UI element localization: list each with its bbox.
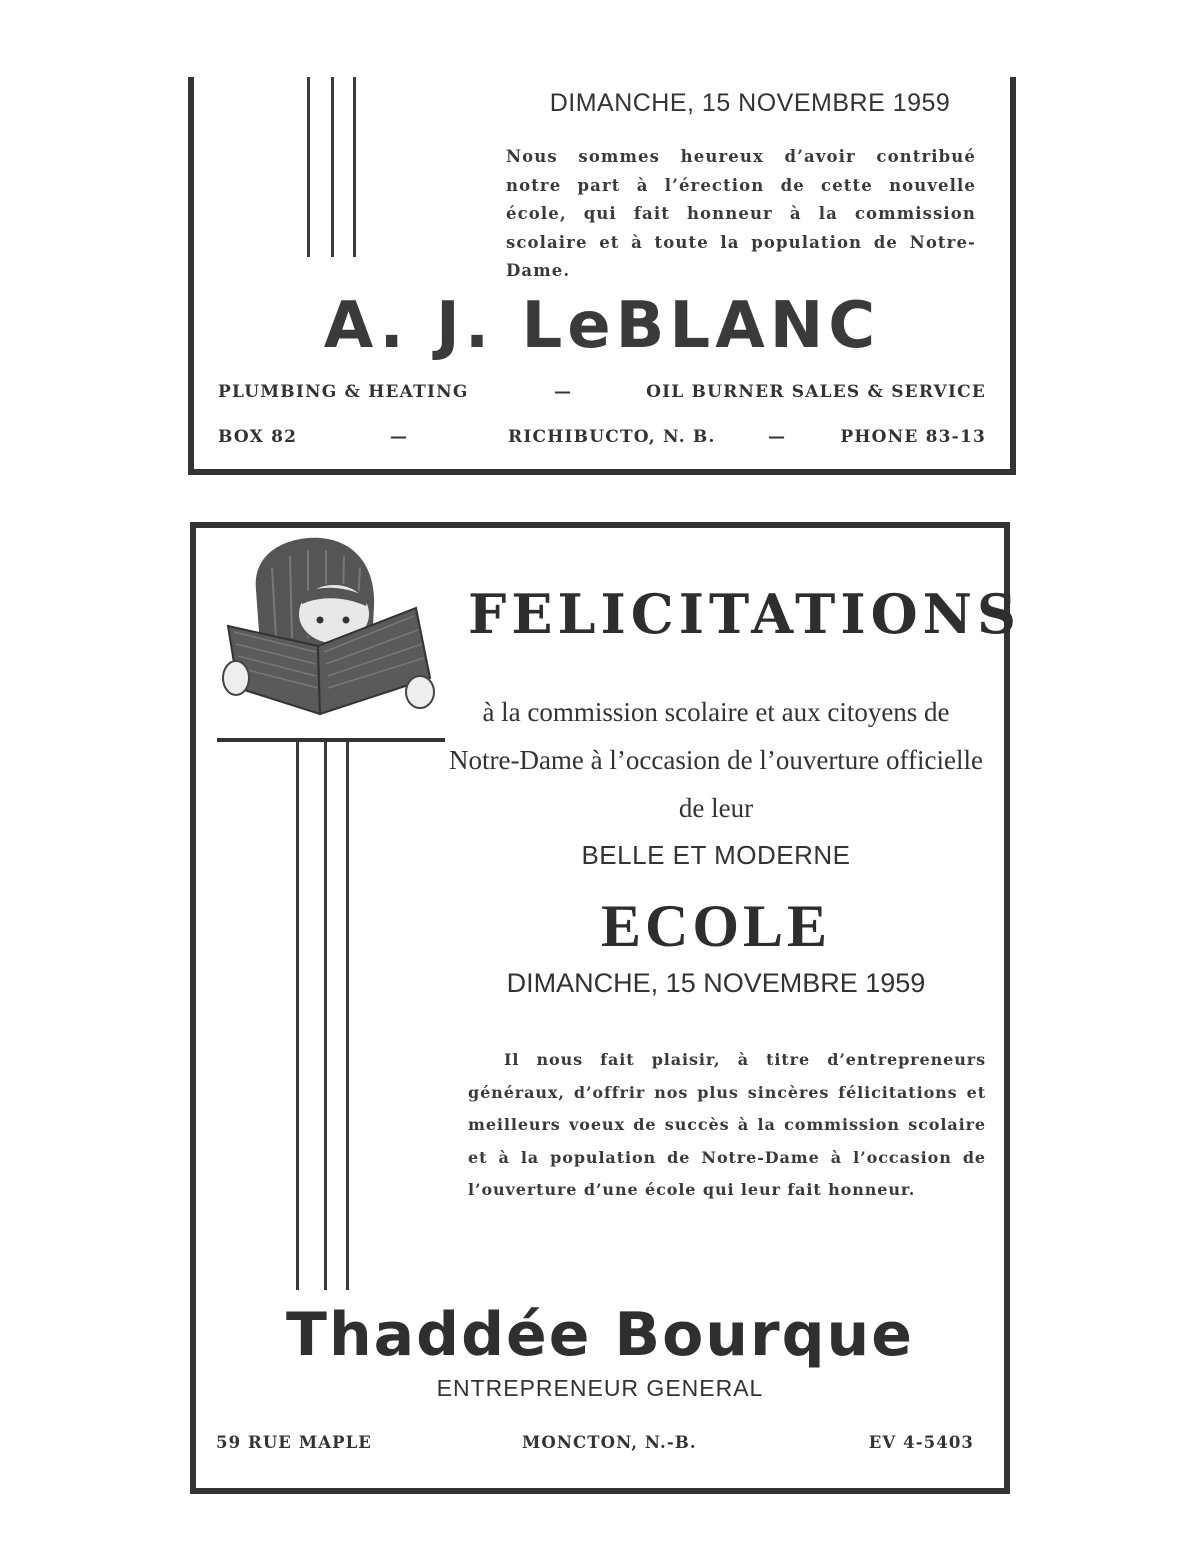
- company-trade: ENTREPRENEUR GENERAL: [436, 1375, 764, 1401]
- ad-message: Il nous fait plaisir, à titre d’entrepreneurs généraux, d’offrir nos plus sincères félicitations et meilleurs voeux de succès à la commission scolaire et à la population de Notre-Dame à l’occasion de l’ouverture d’une école qui leur fait honneur.: [468, 1050, 986, 1199]
- contact-separator: —: [390, 427, 409, 447]
- company-name: Thaddée Bourque: [286, 1300, 914, 1370]
- decorative-vertical-rule: [346, 742, 349, 1290]
- subtitle-line: Notre-Dame à l’occasion de l’ouverture officielle: [448, 745, 983, 775]
- services-right: OIL BURNER SALES & SERVICE: [646, 382, 986, 402]
- decorative-vertical-rule: [331, 77, 334, 257]
- decorative-vertical-rule: [353, 77, 356, 257]
- phone-number: PHONE 83-13: [840, 427, 986, 447]
- services-left: PLUMBING & HEATING: [218, 382, 469, 402]
- company-name: A. J. LeBLANC: [323, 289, 881, 363]
- decorative-horizontal-rule: [217, 738, 445, 742]
- subtitle-line: de leur: [678, 793, 754, 823]
- services-separator: —: [554, 382, 573, 402]
- city: MONCTON, N.-B.: [522, 1433, 697, 1452]
- belle-et-moderne: BELLE ET MODERNE: [581, 840, 851, 870]
- headline: FELICITATIONS: [468, 582, 1021, 646]
- contact-separator: —: [768, 427, 787, 447]
- box-number: BOX 82: [218, 427, 298, 447]
- subtitle: [436, 688, 996, 832]
- ecole-heading: ECOLE: [600, 893, 832, 959]
- child-reading-book-illustration: [216, 528, 441, 718]
- phone-number: EV 4-5403: [868, 1433, 974, 1452]
- leblanc-advertisement: [188, 77, 1016, 475]
- ad-date: DIMANCHE, 15 NOVEMBRE 1959: [549, 89, 951, 117]
- address: 59 RUE MAPLE: [216, 1433, 372, 1452]
- city: RICHIBUCTO, N. B.: [508, 427, 716, 447]
- decorative-vertical-rule: [324, 742, 327, 1290]
- bourque-advertisement: [190, 522, 1021, 1494]
- decorative-vertical-rule: [307, 77, 310, 257]
- subtitle-line: à la commission scolaire et aux citoyens de: [482, 697, 950, 727]
- ad-message: Nous sommes heureux d’avoir contribué notre part à l’érection de cette nouvelle école, qui fait honneur à la commission scolaire et à toute la population de Notre-Dame.: [506, 147, 976, 280]
- decorative-vertical-rule: [296, 742, 299, 1290]
- ad-date: DIMANCHE, 15 NOVEMBRE 1959: [506, 968, 926, 998]
